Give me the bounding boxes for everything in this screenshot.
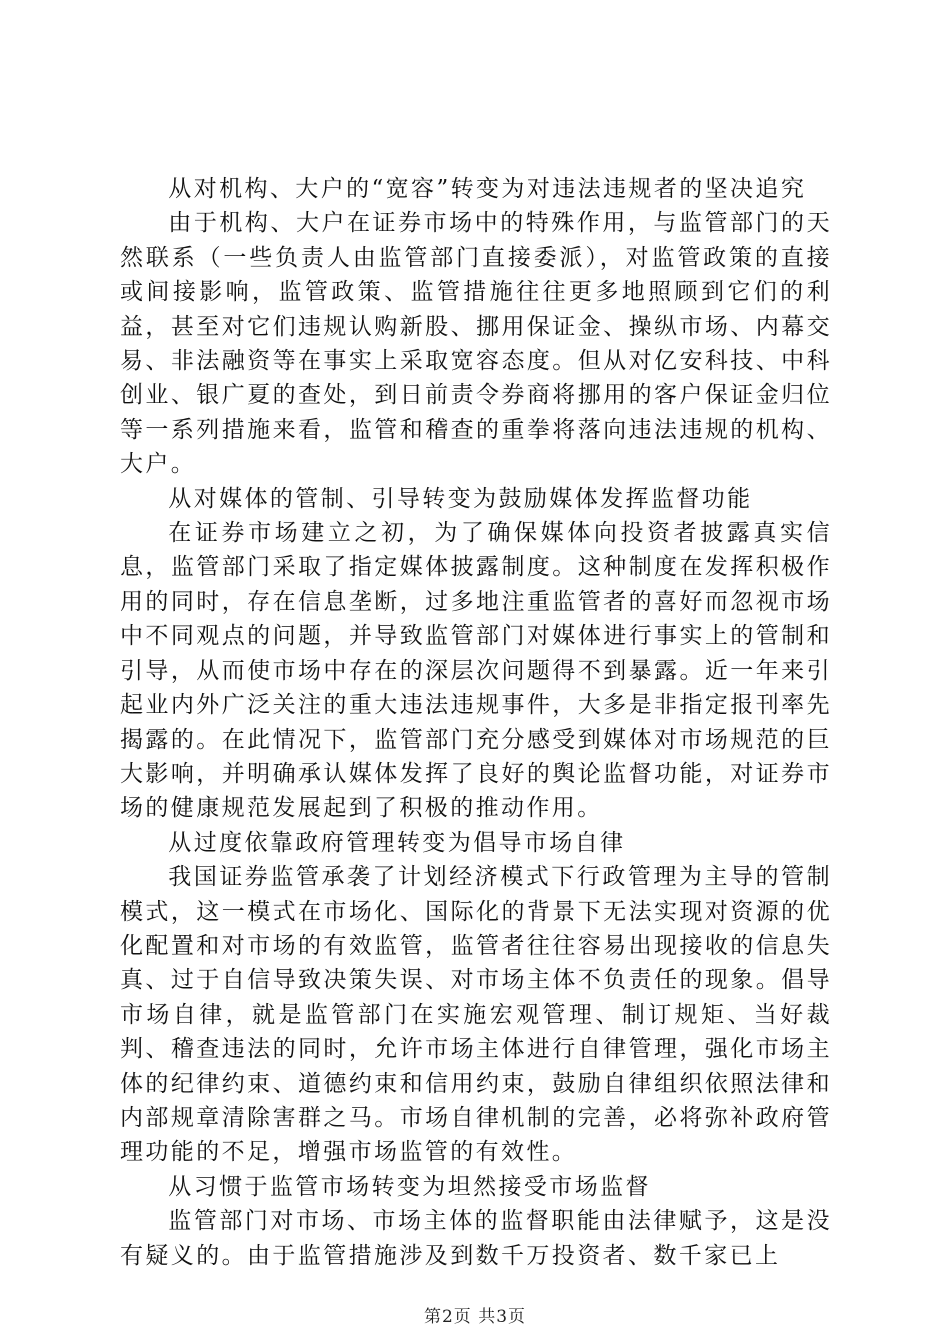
body-paragraph-2: 在证券市场建立之初，为了确保媒体向投资者披露真实信息，监管部门采取了指定媒体披露制度。这种制度在发挥积极作用的同时，存在信息垄断，过多地注重监管者的喜好而忽视市场中不同观点的问题，并导致监管部门对媒体进行事实上的管制和引导，从而使市场中存在的深层次问题得不到暴露。近一年来引起业内外广泛关注的重大违法违规事件，大多是非指定报刊率先揭露的。在此情况下，监管部门充分感受到媒体对市场规范的巨大影响，并明确承认媒体发挥了良好的舆论监督功能，对证券市场的健康规范发展起到了积极的推动作用。 (120, 520, 832, 822)
body-paragraph-1: 由于机构、大户在证券市场中的特殊作用，与监管部门的天然联系（一些负责人由监管部门直接委派），对监管政策的直接或间接影响，监管政策、监管措施往往更多地照顾到它们的利益，甚至对它们违规认购新股、挪用保证金、操纵市场、内幕交易、非法融资等在事实上采取宽容态度。但从对亿安科技、中科创业、银广夏的查处，到日前责令券商将挪用的客户保证金归位等一系列措施来看，监管和稽查的重拳将落向违法违规的机构、大户。 (120, 210, 832, 478)
section-heading-1: 从对机构、大户的“宽容”转变为对违法违规者的坚决追究 (168, 176, 807, 202)
body-paragraph-4: 监管部门对市场、市场主体的监督职能由法律赋予，这是没有疑义的。由于监管措施涉及到数千万投资者、数千家已上 (120, 1208, 832, 1269)
section-heading-4: 从习惯于监管市场转变为坦然接受市场监督 (168, 1173, 651, 1200)
section-heading-2: 从对媒体的管制、引导转变为鼓励媒体发挥监督功能 (168, 485, 753, 512)
section-heading-3: 从过度依靠政府管理转变为倡导市场自律 (168, 829, 626, 856)
page-footer: 第2页 共3页 (423, 1307, 527, 1327)
body-paragraph-3: 我国证券监管承袭了计划经济模式下行政管理为主导的管制模式，这一模式在市场化、国际化的背景下无法实现对资源的优化配置和对市场的有效监管，监管者往往容易出现接收的信息失真、过于自信导致决策失误、对市场主体不负责任的现象。倡导市场自律，就是监管部门在实施宏观管理、制订规矩、当好裁判、稽查违法的同时，允许市场主体进行自律管理，强化市场主体的纪律约束、道德约束和信用约束，鼓励自律组织依照法律和内部规章清除害群之马。市场自律机制的完善，必将弥补政府管理功能的不足，增强市场监管的有效性。 (120, 864, 832, 1166)
document-body (120, 172, 832, 1273)
